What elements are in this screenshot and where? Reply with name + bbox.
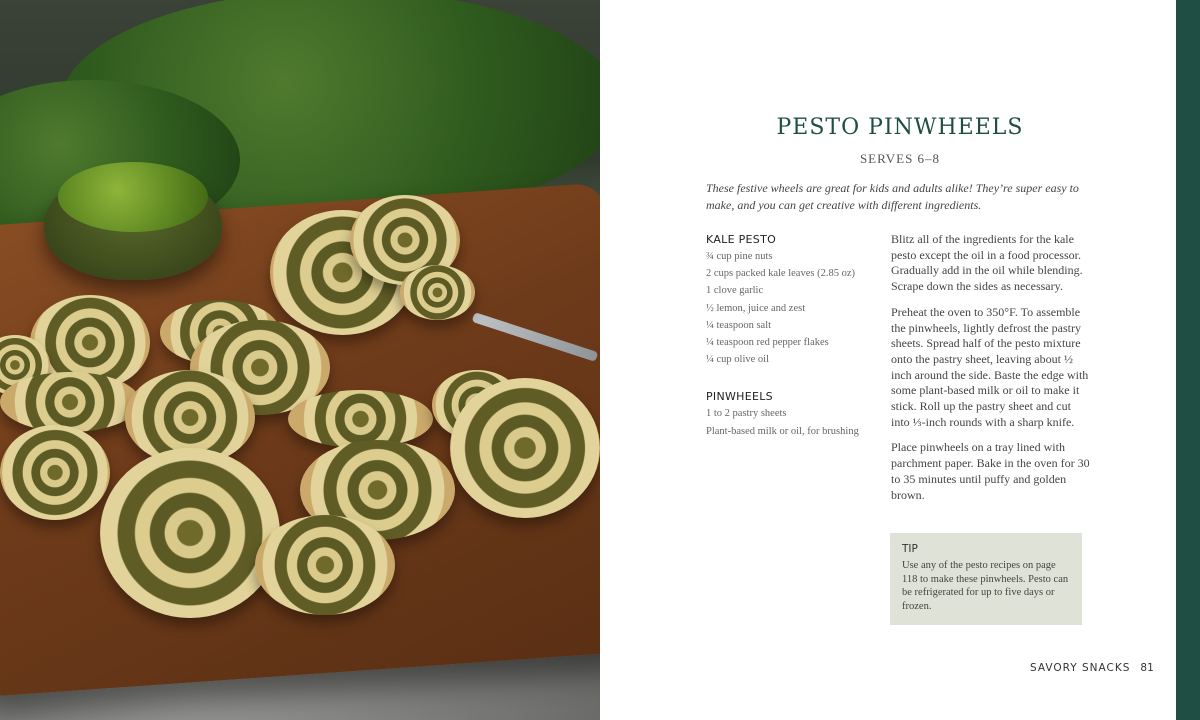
tip-text: Use any of the pesto recipes on page 118 to make these pinwheels. Pesto can be refrigerated for up to five days or frozen. (902, 560, 1069, 612)
page-number: 81 (1140, 662, 1154, 674)
pinwheel (450, 378, 600, 518)
page-edge-bar (1176, 0, 1200, 720)
direction-step: Preheat the oven to 350°F. To assemble the pinwheels, lightly defrost the pastry sheets. Spread half of the pesto mixture onto the pastry sheet, leaving about ½ inch around the side. Baste the edge with some plant-based milk or oil to make it stick. Roll up the pastry sheet and cut into ⅓-inch rounds with a sharp knife. (891, 304, 1089, 429)
ingredient-item: 2 cups packed kale leaves (2.85 oz) (706, 268, 855, 280)
kale-pesto-ingredients (706, 248, 881, 368)
recipe-page (600, 0, 1176, 720)
ingredient-item: ½ lemon, juice and zest (706, 302, 806, 314)
pinwheels-heading: PINWHEELS (706, 390, 773, 404)
kale-pesto-heading: KALE PESTO (706, 233, 777, 246)
footer-section: SAVORY SNACKS (1030, 662, 1131, 674)
recipe-intro: These festive wheels are great for kids and adults alike! They’re super easy to make, and you can get creative with different ingredients. (706, 181, 1079, 212)
direction-step: Place pinwheels on a tray lined with parchment paper. Bake in the oven for 30 to 35 minutes until puffy and golden brown. (891, 440, 1090, 502)
pesto-in-bowl (58, 162, 208, 232)
ingredient-item: Plant-based milk or oil, for brushing (706, 425, 859, 437)
pinwheels-ingredients (706, 405, 881, 439)
ingredient-item: ¼ teaspoon red pepper flakes (706, 337, 829, 349)
ingredient-item: ¾ cup pine nuts (706, 251, 773, 262)
ingredient-item: 1 to 2 pastry sheets (706, 408, 787, 420)
recipe-title: PESTO PINWHEELS (776, 115, 1024, 140)
serves-line: SERVES 6–8 (859, 151, 941, 166)
pinwheel (288, 390, 433, 448)
tip-label: TIP (902, 543, 918, 555)
ingredients-column (706, 233, 881, 440)
directions-column (891, 232, 1091, 513)
pinwheel (100, 448, 280, 618)
ingredient-item: ¼ cup olive oil (706, 354, 769, 366)
ingredient-item: 1 clove garlic (706, 285, 764, 297)
tip-box (890, 533, 1082, 625)
ingredient-item: ¼ teaspoon salt (706, 319, 772, 331)
pinwheel (0, 372, 140, 432)
page-footer (1030, 662, 1154, 674)
pinwheel (400, 265, 475, 320)
direction-step: Blitz all of the ingredients for the kale pesto except the oil in a food processor. Gradually add in the oil while blending. Scrape down the sides as necessary. (891, 232, 1083, 294)
pinwheel (255, 515, 395, 615)
pinwheel (0, 425, 110, 520)
